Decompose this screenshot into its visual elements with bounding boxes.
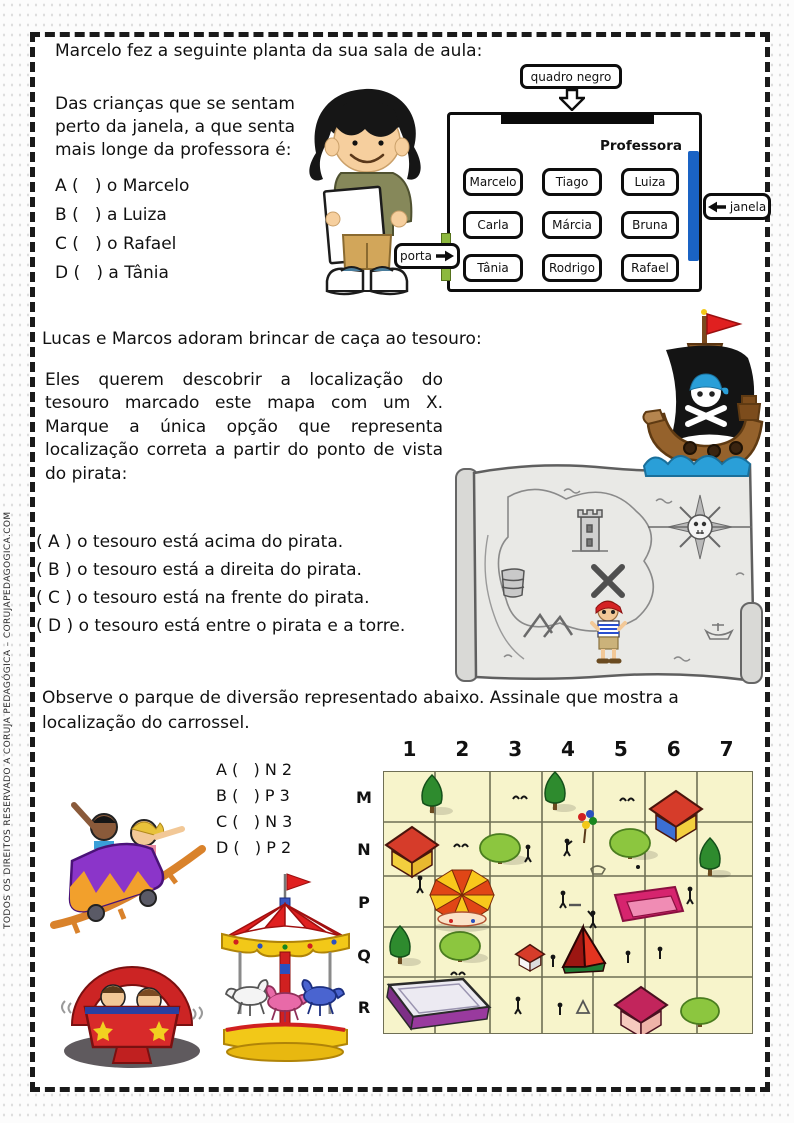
boy-illustration <box>283 85 447 313</box>
q2-title: Lucas e Marcos adoram brincar de caça ao tesouro: <box>42 329 482 349</box>
col-label: 3 <box>508 737 523 761</box>
seat-grid <box>463 168 679 282</box>
seat-name-box: Tiago <box>542 168 602 196</box>
q1-option-a: A ( ) o Marcelo <box>55 176 190 196</box>
board-label <box>520 64 622 89</box>
right-arrow-icon <box>436 250 454 262</box>
row-label: Q <box>357 945 371 965</box>
q1-options <box>55 172 189 288</box>
col-label: 7 <box>719 737 734 761</box>
porta-label-text: porta <box>400 249 432 263</box>
q1-option-c: C ( ) o Rafael <box>55 234 177 254</box>
classroom-box <box>447 112 702 292</box>
q2-option-d: ( D ) o tesouro está entre o pirata e a torre. <box>36 616 406 636</box>
q3-option-d: D ( ) P 2 <box>216 838 292 857</box>
q2-option-a: ( A ) o tesouro está acima do pirata. <box>36 532 344 552</box>
row-label: N <box>357 840 371 860</box>
q3-option-a: A ( ) N 2 <box>216 760 293 779</box>
janela-label <box>703 193 771 220</box>
porta-label <box>394 243 460 269</box>
row-label: M <box>356 787 372 807</box>
seat-name-box: Marcelo <box>463 168 523 196</box>
grid-column-labels <box>383 737 753 761</box>
row-label: R <box>357 998 371 1018</box>
q1-title: Marcelo fez a seguinte planta da sua sala de aula: <box>55 41 483 61</box>
seat-name-box: Luiza <box>621 168 679 196</box>
teacher-label: Professora <box>600 138 682 154</box>
treasure-map-illustration <box>448 455 765 695</box>
seat-name-box: Tânia <box>463 254 523 282</box>
q1-question: Das crianças que se sentam perto da janela, a que senta mais longe da professora é: <box>55 94 296 160</box>
blackboard-bar <box>501 113 654 124</box>
park-map <box>350 737 774 1043</box>
q2-option-b: ( B ) o tesouro está a direita do pirata. <box>36 560 362 580</box>
q3-question: Observe o parque de diversão representado abaixo. Assinale que mostra a localização do carrossel. <box>42 688 679 733</box>
col-label: 4 <box>561 737 575 761</box>
carousel-illustration <box>218 868 353 1064</box>
q3-options <box>216 757 292 861</box>
pirate-ship-illustration <box>638 300 770 478</box>
left-arrow-icon <box>708 201 726 213</box>
seat-name-box: Rafael <box>621 254 679 282</box>
park-grid-drawing <box>383 771 753 1034</box>
col-label: 2 <box>455 737 470 761</box>
q1-option-d: D ( ) a Tânia <box>55 263 169 283</box>
down-arrow-icon <box>559 89 585 111</box>
seat-name-box: Carla <box>463 211 523 239</box>
q2-question: Eles querem descobrir a localização do tesouro marcado este mapa com um X. Marque a única opção que representa localização correta a partir do ponto de vista do pirata: <box>45 370 443 484</box>
q1-option-b: B ( ) a Luiza <box>55 205 167 225</box>
classroom-plan <box>400 60 777 300</box>
spinning-ride-illustration <box>55 945 210 1075</box>
q2-options <box>36 528 405 640</box>
q3-option-c: C ( ) N 3 <box>216 812 293 831</box>
roller-coaster-illustration <box>50 795 210 937</box>
grid-row-labels <box>352 771 376 1034</box>
window-bar <box>688 151 699 261</box>
seat-name-box: Bruna <box>621 211 679 239</box>
col-label: 1 <box>402 737 417 761</box>
copyright-sidebar-text: TODOS OS DIREITOS RESERVADO A CORUJA PEDAGÓGICA – CORUJAPEDAGOGICA.COM <box>3 511 13 929</box>
seat-name-box: Rodrigo <box>542 254 602 282</box>
board-label-text: quadro negro <box>530 69 612 84</box>
col-label: 5 <box>613 737 628 761</box>
row-label: P <box>358 892 370 912</box>
janela-label-text: janela <box>729 199 767 214</box>
col-label: 6 <box>666 737 681 761</box>
q3-option-b: B ( ) P 3 <box>216 786 290 805</box>
q2-option-c: ( C ) o tesouro está na frente do pirata. <box>36 588 370 608</box>
seat-name-box: Márcia <box>542 211 602 239</box>
